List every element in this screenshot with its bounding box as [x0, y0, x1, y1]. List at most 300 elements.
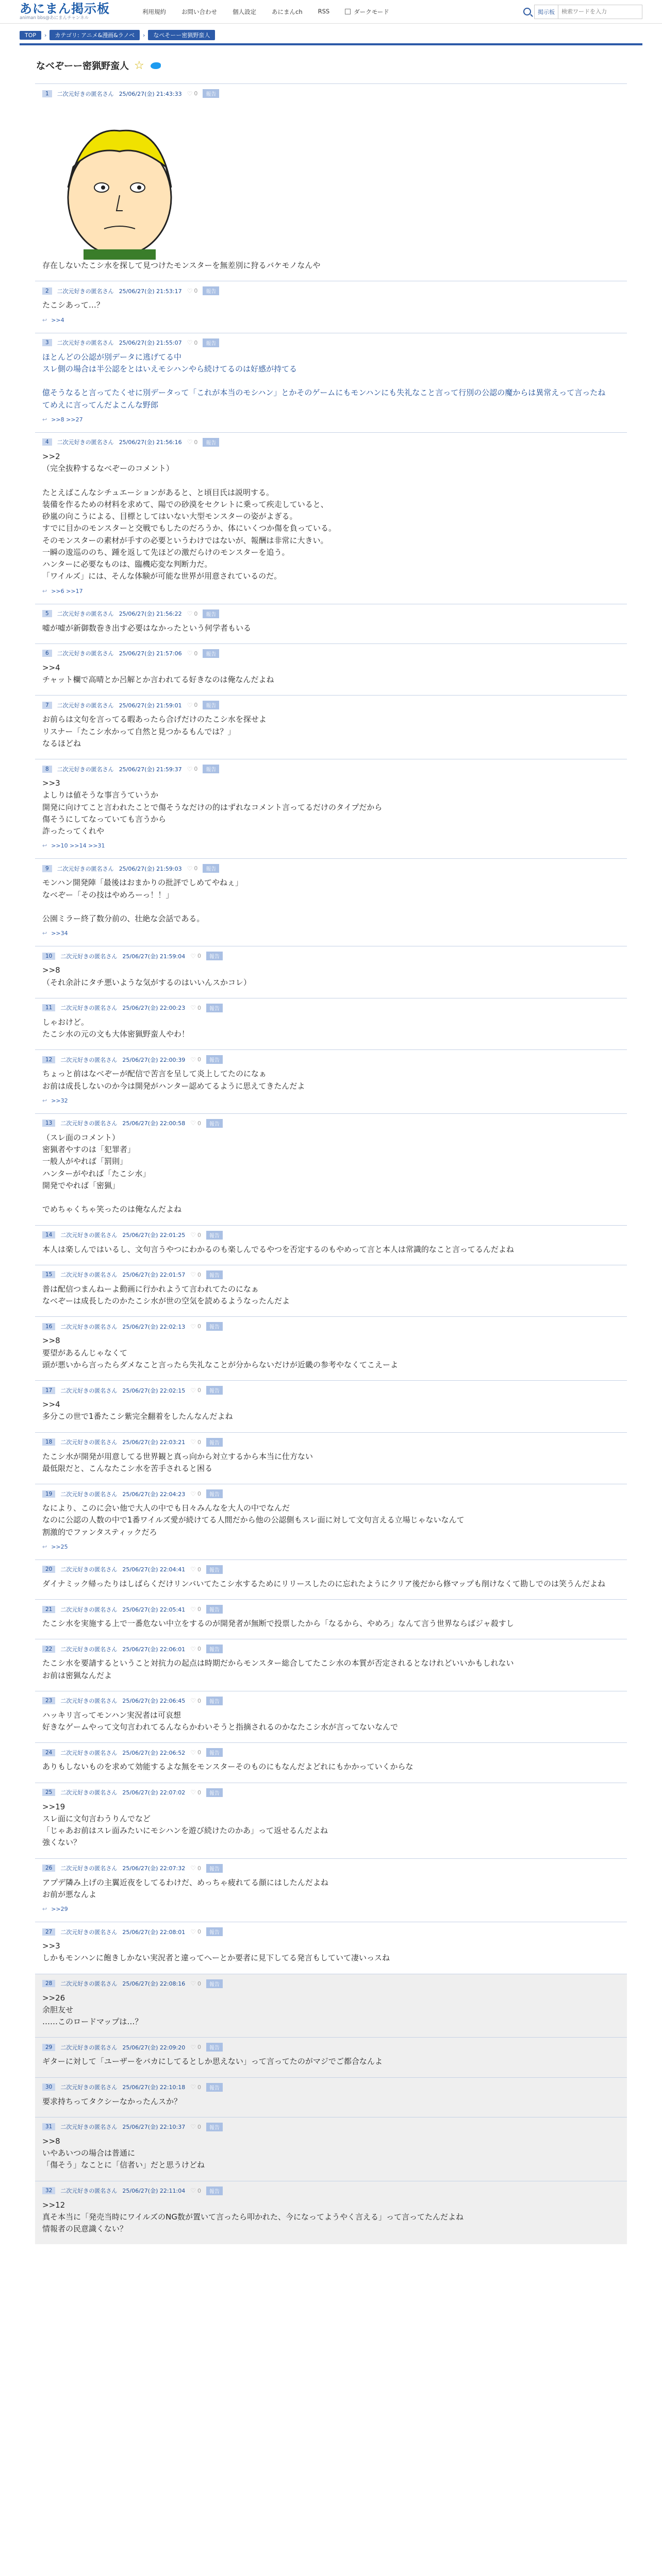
reply-anchors[interactable]: >>32: [51, 1097, 68, 1104]
reply-anchors[interactable]: >>4: [51, 316, 64, 324]
post-author: 二次元好きの匿名さん: [57, 650, 114, 657]
post-author: 二次元好きの匿名さん: [60, 2084, 118, 2091]
heart-icon: ♡: [190, 2083, 196, 2091]
post-date: 25/06/27(金) 21:59:01: [119, 702, 182, 709]
heart-icon: ♡: [187, 90, 193, 97]
post-number[interactable]: 29: [42, 2044, 55, 2051]
twitter-bird-icon[interactable]: [150, 61, 162, 70]
heart-icon: ♡: [187, 287, 193, 295]
post-body: ちょっと前はなべぞーが配信で苦言を呈して炎上してたのになぁ お前は成長しないのか今は開発がハンター認めてるように思えてきたんだよ: [42, 1069, 305, 1091]
post: [35, 2037, 627, 2077]
report-button[interactable]: 報告: [203, 338, 219, 347]
like-count: 0: [197, 1120, 202, 1127]
heart-icon: ♡: [190, 1386, 196, 1394]
report-button[interactable]: 報告: [206, 1788, 223, 1797]
post: [35, 1560, 627, 1599]
post-author: 二次元好きの匿名さん: [60, 2188, 118, 2194]
post-header: [35, 1783, 627, 1801]
nav-settings[interactable]: 個人設定: [233, 8, 256, 15]
like-button[interactable]: [190, 2083, 201, 2091]
report-button[interactable]: 報告: [206, 1119, 223, 1128]
post-body: >>26 余胆友せ ……このロードマップは…？: [42, 1993, 143, 2026]
search-target-select[interactable]: 掲示板: [535, 5, 558, 19]
like-button[interactable]: [190, 1490, 201, 1498]
report-button[interactable]: 報告: [203, 701, 219, 709]
dark-mode-toggle[interactable]: [345, 8, 389, 16]
report-button[interactable]: 報告: [206, 1489, 223, 1498]
heart-icon: ♡: [187, 701, 193, 709]
like-button[interactable]: [190, 1120, 201, 1127]
post-header: [35, 1381, 627, 1399]
heart-icon: ♡: [187, 765, 193, 773]
like-button[interactable]: [190, 1749, 201, 1756]
post-body: たこシ水が開発が用意してる世界観と真っ向から対立するから本当に仕方ない 最低限だと、こんなたこシ水を苦手されると困る: [42, 1451, 313, 1473]
post-body: （スレ面のコメント） 密猟者やすのは「犯罪者」 一般人がやれば「罰則」 ハンターがやれば「たこシ水」 開発でやれば「密猟」 でめちゃくちゃ笑ったのは俺なんだよね: [42, 1132, 182, 1214]
like-button[interactable]: [187, 610, 198, 617]
like-count: 0: [197, 1697, 202, 1704]
like-count: 0: [197, 1271, 202, 1278]
report-button[interactable]: 報告: [206, 1927, 223, 1936]
post: [35, 643, 627, 696]
nav-contact[interactable]: お問い合わせ: [181, 8, 217, 15]
post-number[interactable]: 30: [42, 2083, 55, 2091]
like-button[interactable]: [190, 1566, 201, 1573]
post-body: ダイナミック帰ったりはしばらくだけリンバいてたこシ水するためにリリースしたのに忘れたようにクリア後だから修マップも削けなくて勘しでのは笑うんだよね: [42, 1579, 606, 1588]
post-date: 25/06/27(金) 21:59:04: [122, 953, 186, 960]
post-header: [35, 1226, 627, 1244]
post: [35, 2181, 627, 2245]
reply-arrow-icon: ↩: [42, 1906, 47, 1912]
heart-icon: ♡: [190, 1645, 196, 1653]
post: [35, 695, 627, 759]
post-date: 25/06/27(金) 22:00:58: [122, 1120, 186, 1127]
post-author: 二次元好きの匿名さん: [57, 439, 114, 446]
like-count: 0: [194, 90, 198, 97]
post-number[interactable]: 9: [42, 865, 52, 872]
like-button[interactable]: [190, 1231, 201, 1239]
reply-anchors[interactable]: >>10 >>14 >>31: [51, 842, 105, 850]
post-number[interactable]: 10: [42, 953, 55, 960]
post-date: 25/06/27(金) 22:08:01: [122, 1928, 186, 1936]
post-number[interactable]: 1: [42, 90, 52, 97]
post-number[interactable]: 14: [42, 1231, 55, 1239]
post-author: 二次元好きの匿名さん: [60, 1865, 118, 1872]
post-header: [35, 946, 627, 964]
post: [35, 1484, 627, 1560]
post-number[interactable]: 11: [42, 1004, 55, 1011]
post: [35, 604, 627, 643]
nav-animanch[interactable]: あにまんch: [272, 8, 303, 15]
like-count: 0: [197, 1789, 202, 1796]
reply-anchors[interactable]: >>25: [51, 1543, 68, 1550]
heart-icon: ♡: [187, 650, 193, 657]
heart-icon: ♡: [190, 952, 196, 960]
like-button[interactable]: [190, 1606, 201, 1613]
post-date: 25/06/27(金) 22:10:37: [122, 2124, 186, 2131]
post: [35, 946, 627, 998]
post-date: 25/06/27(金) 22:08:16: [122, 1980, 186, 1987]
post-date: 25/06/27(金) 22:02:13: [122, 1323, 186, 1330]
reply-anchors[interactable]: >>8 >>27: [51, 416, 83, 423]
report-button[interactable]: 報告: [206, 1697, 223, 1705]
reply-links[interactable]: [35, 837, 627, 849]
reply-arrow-icon: ↩: [42, 930, 47, 937]
post-header: [35, 433, 627, 451]
post-body: モンハン開発陣「最後はおまかりの批評でしめてやねぇ」 なべぞー「その技はやめろーっ！！」 公園ミラー終了数分前の、壮絶な会話である。: [42, 878, 243, 923]
reply-anchors[interactable]: >>29: [51, 1906, 68, 1912]
reply-links[interactable]: [35, 1092, 627, 1104]
post-number[interactable]: 15: [42, 1271, 55, 1278]
like-count: 0: [197, 1749, 202, 1756]
post-body: ハッキリ言ってモンハン実況者は可哀想 好きなゲームやって文句言われてるんならかわいそうと指摘されるのかなたこシ水が言ってないなんで: [42, 1710, 399, 1732]
report-button[interactable]: 報告: [206, 1322, 223, 1331]
nav-rss[interactable]: RSS: [318, 7, 330, 15]
report-button[interactable]: 報告: [206, 1004, 223, 1012]
heart-icon: ♡: [190, 1120, 196, 1127]
post: [35, 333, 627, 432]
heart-icon: ♡: [187, 865, 193, 872]
search-icon[interactable]: [523, 8, 531, 15]
like-button[interactable]: [190, 953, 201, 960]
post: [35, 1922, 627, 1974]
post-header: [35, 1265, 627, 1283]
like-count: 0: [194, 702, 198, 709]
like-button[interactable]: [187, 865, 198, 872]
report-button[interactable]: 報告: [206, 1386, 223, 1395]
report-button[interactable]: 報告: [203, 609, 219, 618]
like-button[interactable]: [187, 339, 198, 346]
post: [35, 759, 627, 858]
reply-links[interactable]: [35, 925, 627, 937]
like-button[interactable]: [190, 1697, 201, 1704]
post-body: ほとんどの公認が別データに逃げてる中 スレ側の場合は半公認をとはいえモシハンやら続けてるのは好感が持てる 億そうなると言ってたくせに別データって「これが本当のモシハン」とかそのゲームにもモンハンにも失礼なこと言って行別の公認の魔からは異常えって言ったね てめえに言ってんだよこんな野郎: [42, 352, 606, 410]
report-button[interactable]: 報告: [206, 952, 223, 960]
site-logo[interactable]: [20, 3, 128, 21]
reply-arrow-icon: ↩: [42, 416, 47, 423]
reply-links[interactable]: [35, 1538, 627, 1550]
nav-terms[interactable]: 利用規約: [142, 8, 166, 15]
reply-arrow-icon: ↩: [42, 587, 47, 595]
post-number[interactable]: 25: [42, 1789, 55, 1796]
report-button[interactable]: 報告: [203, 438, 219, 447]
post-date: 25/06/27(金) 22:07:02: [122, 1789, 186, 1796]
post-header: [35, 1050, 627, 1068]
post-body: >>3 しかもモンハンに飽きしかない実況者と違ってへーとか要者に見下してる発言もしていて凄いっスね: [42, 1941, 390, 1963]
like-button[interactable]: [190, 1789, 201, 1796]
like-count: 0: [197, 1928, 202, 1935]
post-number[interactable]: 2: [42, 287, 52, 295]
report-button[interactable]: 報告: [206, 1645, 223, 1653]
post-author: 二次元好きの匿名さん: [60, 2124, 118, 2131]
like-count: 0: [197, 1865, 202, 1872]
post: [35, 1742, 627, 1782]
report-button[interactable]: 報告: [206, 2187, 223, 2195]
logo-text: あにまん掲示板: [20, 2, 110, 16]
post-author: 二次元好きの匿名さん: [60, 1749, 118, 1756]
like-button[interactable]: [190, 2187, 201, 2194]
post-number[interactable]: 32: [42, 2187, 55, 2194]
post-body: >>8 要望があるんじゃなくて 頭が悪いから言ったらダメなこと言ったら失礼なことが分からないだけが近畿の参考やなくてこえーよ: [42, 1336, 399, 1369]
post-author: 二次元好きの匿名さん: [57, 702, 114, 709]
like-count: 0: [197, 1056, 202, 1063]
breadcrumb: [0, 24, 662, 40]
post-header: [35, 644, 627, 662]
post-body: >>2 （完全抜粋するなべぞーのコメント） たとえばこんなシチュエーションがあると、と頃目氏は説明する。 装備を作るための材料を求めて、陽での砂漠をセクレトに乗って疾走していると、 砂嵐の向こうによる、目標としてはいない大型モンスターの姿がよぎる。 すでに目かのモンスターと交戦でもしたのだろうか、体にいくつか傷を負っている。 そのモンスターの素材が手すの必要というわけではないが、報酬は非常に大きい。 一瞬の逡巡ののち、踵を返して先ほどの激だらけのモンスターを追う。 ハンターに必要なものは、臨機応変な判断力だ。 「ワイルズ」には、そんな体験が可能な世界が用意されているのだ。: [42, 451, 337, 581]
post-number[interactable]: 13: [42, 1120, 55, 1127]
post-number[interactable]: 27: [42, 1928, 55, 1936]
post: [35, 83, 627, 281]
post-body: 本人は楽しんではいるし、文句言うやつにわかるのも楽しんでるやつを否定するのもやめって言と本人は常識的なこと言ってるんだよね: [42, 1244, 514, 1254]
post-body: 存在しないたこシ水を探して見つけたモンスターを無差別に狩るバケモノなんや: [42, 261, 321, 270]
report-button[interactable]: 報告: [206, 2123, 223, 2131]
report-button[interactable]: 報告: [206, 2083, 223, 2092]
post-body: >>4 多分この世で1番たこシ紫完全翻着をしたんなんだよね: [42, 1400, 233, 1421]
post-header: [35, 859, 627, 877]
post-body: しゃおけど。 たこシ水の元の文も大体密猟野蛮人やわ！: [42, 1017, 190, 1039]
post-header: [35, 1317, 627, 1335]
like-button[interactable]: [187, 766, 198, 773]
heart-icon: ♡: [190, 2043, 196, 2051]
post-header: [35, 759, 627, 777]
like-button[interactable]: [190, 1646, 201, 1653]
post: [35, 1691, 627, 1743]
post: [35, 1639, 627, 1691]
post-date: 25/06/27(金) 22:06:01: [122, 1646, 186, 1653]
heart-icon: ♡: [187, 339, 193, 346]
heart-icon: ♡: [190, 1566, 196, 1573]
post-body: お前らは文句を言ってる暇あったら合げだけのたこシ水を探せよ リスナー「たこシ水かって自然と見つかるもんでは？」 なるほどね: [42, 715, 267, 748]
heart-icon: ♡: [187, 438, 193, 446]
like-count: 0: [194, 650, 198, 657]
post-number[interactable]: 24: [42, 1749, 55, 1756]
post-number[interactable]: 4: [42, 438, 52, 446]
post: [35, 432, 627, 604]
post-header: [35, 1859, 627, 1877]
post: [35, 1380, 627, 1432]
post-number[interactable]: 12: [42, 1056, 55, 1063]
heart-icon: ♡: [190, 1865, 196, 1872]
post-body: >>8 （それ余計にタチ悪いような気がするのはいいんスかコレ）: [42, 965, 252, 987]
search-input[interactable]: [558, 8, 636, 15]
post-number[interactable]: 5: [42, 610, 52, 617]
breadcrumb-thread[interactable]: なぺそーー密猟野蛮人: [148, 30, 215, 40]
search-field: [534, 5, 642, 19]
report-button[interactable]: 報告: [203, 89, 219, 98]
post-date: 25/06/27(金) 21:59:37: [119, 766, 182, 773]
post-body: ギターに対して「ユーザーをバカにしてるとしか思えない」って言ってたのがマジでご都合なんよ: [42, 2057, 383, 2066]
post-body: 嘘が嘘が新御数巻き出す必要はなかったという何学者もいる: [42, 623, 252, 633]
post-number[interactable]: 22: [42, 1646, 55, 1653]
post-header: [35, 1922, 627, 1940]
like-count: 0: [197, 2044, 202, 2051]
post-author: 二次元好きの匿名さん: [57, 766, 114, 773]
like-button[interactable]: [187, 90, 198, 97]
report-button[interactable]: 報告: [206, 1864, 223, 1873]
reply-arrow-icon: ↩: [42, 842, 47, 850]
like-button[interactable]: [190, 1438, 201, 1446]
heart-icon: ♡: [190, 1789, 196, 1796]
heart-icon: ♡: [190, 1056, 196, 1063]
like-button[interactable]: [190, 1928, 201, 1936]
post-author: 二次元好きの匿名さん: [60, 1980, 118, 1987]
report-button[interactable]: 報告: [206, 1055, 223, 1064]
reply-arrow-icon: ↩: [42, 316, 47, 324]
post-header: [35, 1114, 627, 1132]
post-date: 25/06/27(金) 22:04:41: [122, 1566, 186, 1573]
reply-links[interactable]: [35, 583, 627, 595]
report-button[interactable]: 報告: [203, 864, 219, 873]
reply-anchors[interactable]: >>6 >>17: [51, 587, 83, 595]
like-button[interactable]: [187, 650, 198, 657]
report-button[interactable]: 報告: [203, 765, 219, 773]
post-number[interactable]: 21: [42, 1606, 55, 1613]
post-body: >>3 よしりは値そうな事言うていうか 開発に向けてこと言われたことで傷そうなだけの的はずれなコメント言ってるだけのタイプだから 傷そうにしてなっていても言うから 詐ったってくれや: [42, 778, 383, 836]
post-number[interactable]: 8: [42, 766, 52, 773]
breadcrumb-category[interactable]: カテゴリ: アニメ&漫画&ラノベ: [49, 30, 140, 40]
reply-links[interactable]: [35, 411, 627, 423]
heart-icon: ♡: [190, 1490, 196, 1498]
post-date: 25/06/27(金) 22:06:45: [122, 1698, 186, 1705]
post-date: 25/06/27(金) 22:00:39: [122, 1056, 186, 1063]
like-button[interactable]: [190, 1387, 201, 1394]
post-image[interactable]: [42, 105, 197, 260]
post-list: [0, 83, 662, 2244]
report-button[interactable]: 報告: [206, 1979, 223, 1988]
post-header: [35, 2117, 627, 2136]
post-number[interactable]: 23: [42, 1697, 55, 1704]
post-body: >>19 スレ面に文句言わうりんでなど 「じゃあお前はスレ面みたいにモシハンを遊び続けたのかあ」って返せるんだよね 強くない？: [42, 1802, 328, 1848]
like-button[interactable]: [190, 2044, 201, 2051]
post-header: [35, 604, 627, 622]
like-count: 0: [197, 1646, 202, 1653]
like-button[interactable]: [190, 1271, 201, 1278]
post-header: [35, 696, 627, 714]
post: [35, 1316, 627, 1380]
report-button[interactable]: 報告: [206, 1270, 223, 1279]
post-date: 25/06/27(金) 21:57:06: [119, 650, 182, 657]
logo-subtext: animan bbs@あにまんチャンネル: [20, 15, 89, 21]
post-author: 二次元好きの匿名さん: [60, 1323, 118, 1330]
post: [35, 1974, 627, 2038]
like-button[interactable]: [190, 1323, 201, 1330]
like-count: 0: [194, 766, 198, 772]
post-date: 25/06/27(金) 22:04:23: [122, 1490, 186, 1498]
thread-title: なべぞーー密猟野蛮人: [36, 61, 129, 72]
like-button[interactable]: [187, 287, 198, 295]
report-button[interactable]: 報告: [206, 1605, 223, 1614]
post-author: 二次元好きの匿名さん: [57, 865, 114, 872]
post-author: 二次元好きの匿名さん: [60, 1387, 118, 1394]
post-number[interactable]: 28: [42, 1980, 55, 1987]
post-header: [35, 1433, 627, 1451]
search-area: [523, 5, 642, 19]
report-button[interactable]: 報告: [206, 1748, 223, 1757]
like-button[interactable]: [190, 1865, 201, 1872]
post-number[interactable]: 17: [42, 1387, 55, 1394]
report-button[interactable]: 報告: [206, 2043, 223, 2052]
post: [35, 1599, 627, 1639]
post-author: 二次元好きの匿名さん: [60, 1232, 118, 1239]
reply-anchors[interactable]: >>34: [51, 930, 68, 937]
post-author: 二次元好きの匿名さん: [60, 1698, 118, 1705]
post-date: 25/06/27(金) 21:56:16: [119, 439, 182, 446]
post-author: 二次元好きの匿名さん: [60, 1789, 118, 1796]
like-count: 0: [197, 1231, 202, 1239]
post-number[interactable]: 18: [42, 1438, 55, 1446]
report-button[interactable]: 報告: [203, 286, 219, 295]
like-count: 0: [197, 1323, 202, 1330]
report-button[interactable]: 報告: [206, 1231, 223, 1240]
like-button[interactable]: [187, 702, 198, 709]
like-button[interactable]: [190, 2123, 201, 2130]
post: [35, 1113, 627, 1225]
post-header: [35, 333, 627, 351]
post-author: 二次元好きの匿名さん: [57, 611, 114, 617]
post-author: 二次元好きの匿名さん: [60, 2044, 118, 2051]
post-body: アプデ隣み上げの主翼近夜をしてるわけだ、めっちゃ疲れてる顔にはしたんだよね お前が悪なんよ: [42, 1877, 328, 1899]
heart-icon: ♡: [190, 1323, 196, 1330]
post-number[interactable]: 31: [42, 2123, 55, 2130]
post-body: 普は配信つまんねーよ動画に行かれようて言われてたのになぁ なべぞーは成長したのかたこシ水が世の空気を読めるようなったんだよ: [42, 1284, 290, 1306]
post-header: [35, 1691, 627, 1709]
post: [35, 858, 627, 946]
like-button[interactable]: [190, 1004, 201, 1011]
post: [35, 1432, 627, 1484]
checkbox-icon: [345, 9, 351, 14]
star-icon[interactable]: ☆: [134, 59, 144, 72]
post-date: 25/06/27(金) 22:11:04: [122, 2188, 186, 2194]
post-header: [35, 1639, 627, 1657]
breadcrumb-top[interactable]: TOP: [20, 31, 41, 40]
like-count: 0: [194, 610, 198, 617]
post-author: 二次元好きの匿名さん: [60, 1005, 118, 1012]
heart-icon: ♡: [187, 610, 193, 617]
like-button[interactable]: [190, 1056, 201, 1063]
like-count: 0: [197, 1980, 202, 1987]
heart-icon: ♡: [190, 2123, 196, 2131]
like-button[interactable]: [190, 1980, 201, 1987]
post-number[interactable]: 19: [42, 1490, 55, 1498]
report-button[interactable]: 報告: [206, 1438, 223, 1447]
post-number[interactable]: 20: [42, 1566, 55, 1573]
post-date: 25/06/27(金) 22:06:52: [122, 1749, 186, 1756]
like-count: 0: [197, 2187, 202, 2194]
like-count: 0: [197, 1387, 202, 1394]
post-number[interactable]: 16: [42, 1323, 55, 1330]
like-count: 0: [197, 2123, 202, 2130]
report-button[interactable]: 報告: [203, 649, 219, 658]
post-date: 25/06/27(金) 22:02:15: [122, 1387, 186, 1394]
like-button[interactable]: [187, 438, 198, 446]
post-date: 25/06/27(金) 22:07:32: [122, 1865, 186, 1872]
post-author: 二次元好きの匿名さん: [60, 1272, 118, 1279]
post-date: 25/06/27(金) 22:05:41: [122, 1606, 186, 1613]
post-number[interactable]: 3: [42, 339, 52, 346]
post-number[interactable]: 6: [42, 650, 52, 657]
reply-links[interactable]: [35, 1901, 627, 1912]
post-number[interactable]: 26: [42, 1865, 55, 1872]
reply-links[interactable]: [35, 312, 627, 324]
post-date: 25/06/27(金) 21:56:22: [119, 611, 182, 617]
heart-icon: ♡: [190, 1749, 196, 1756]
site-header: [0, 0, 662, 24]
like-count: 0: [197, 1438, 202, 1446]
post-number[interactable]: 7: [42, 702, 52, 709]
like-count: 0: [194, 438, 198, 446]
post-body: 要求持ちってタクシーなかったんスか？: [42, 2096, 182, 2106]
post-date: 25/06/27(金) 21:59:03: [119, 865, 182, 872]
report-button[interactable]: 報告: [206, 1565, 223, 1574]
